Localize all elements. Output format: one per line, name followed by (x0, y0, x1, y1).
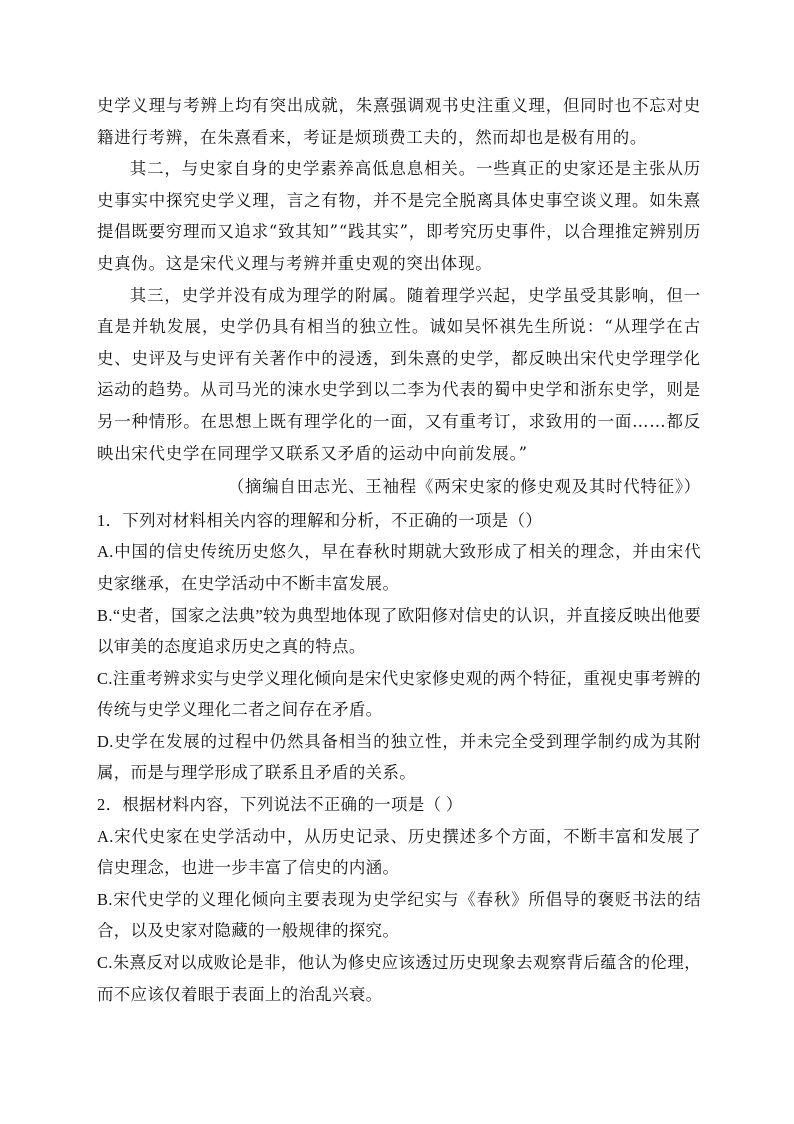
question-1-option-a: A.中国的信史传统历史悠久，早在春秋时期就大致形成了相关的理念，并由宋代史家继承，在史学活动中不断丰富发展。 (97, 542, 701, 593)
question-2-stem: 2．根据材料内容，下列说法不正确的一项是（ ） (97, 795, 463, 815)
passage-paragraph-2: 其二，与史家自身的史学素养高低息息相关。一些真正的史家还是主张从历史事实中探究史学义理，言之有物，并不是完全脱离具体史事空谈义理。如朱熹提倡既要穷理而又追求“致其知”“践其实”，即考究历史事件，以合理推定辨别历史真伪。这是宋代义理与考辨并重史观的突出体现。 (97, 159, 702, 273)
passage-paragraph-1: 史学义理与考辨上均有突出成就，朱熹强调观书史注重义理，但同时也不忘对史籍进行考辨，在朱熹看来，考证是烦琐费工夫的，然而却也是极有用的。 (97, 96, 701, 147)
passage-source-citation: （摘编自田志光、王袖程《两宋史家的修史观及其时代特征》） (227, 477, 701, 497)
question-section (97, 505, 701, 1011)
reading-passage (97, 90, 701, 503)
question-1-option-b: B.“史者，国家之法典”较为典型地体现了欧阳修对信史的认识，并直接反映出他要以审美的态度追求历史之真的特点。 (97, 605, 701, 657)
question-1-option-c: C.注重考辨求实与史学义理化倾向是宋代史家修史观的两个特征，重视史事考辨的传统与史学义理化二者之间存在矛盾。 (97, 668, 701, 720)
document-page (97, 90, 701, 1010)
question-2-option-c: C.朱熹反对以成败论是非，他认为修史应该透过历史现象去观察背后蕴含的伦理，而不应该仅着眼于表面上的治乱兴衰。 (97, 953, 701, 1004)
question-2-option-b: B.宋代史学的义理化倾向主要表现为史学纪实与《春秋》所倡导的褒贬书法的结合，以及史家对隐藏的一般规律的探究。 (97, 889, 701, 941)
question-1-stem: 1．下列对材料相关内容的理解和分析，不正确的一项是（） (97, 510, 543, 530)
passage-paragraph-3: 其三，史学并没有成为理学的附属。随着理学兴起，史学虽受其影响，但一直是并轨发展，史学仍具有相当的独立性。诚如吴怀祺先生所说：“从理学在古史、史评及与史评有关著作中的浸透，到朱熹的史学，都反映出宋代史学理学化运动的趋势。从司马光的涑水史学到以二李为代表的蜀中史学和浙东史学，则是另一种情形。在思想上既有理学化的一面，又有重考订，求致用的一面……都反映出宋代史学在同理学又联系又矛盾的运动中向前发展。” (97, 285, 701, 463)
question-1-option-d: D.史学在发展的过程中仍然具备相当的独立性，并未完全受到理学制约成为其附属，而是与理学形成了联系且矛盾的关系。 (97, 731, 701, 783)
question-2-option-a: A.宋代史家在史学活动中，从历史记录、历史撰述多个方面，不断丰富和发展了信史理念，也进一步丰富了信史的内涵。 (97, 826, 701, 878)
